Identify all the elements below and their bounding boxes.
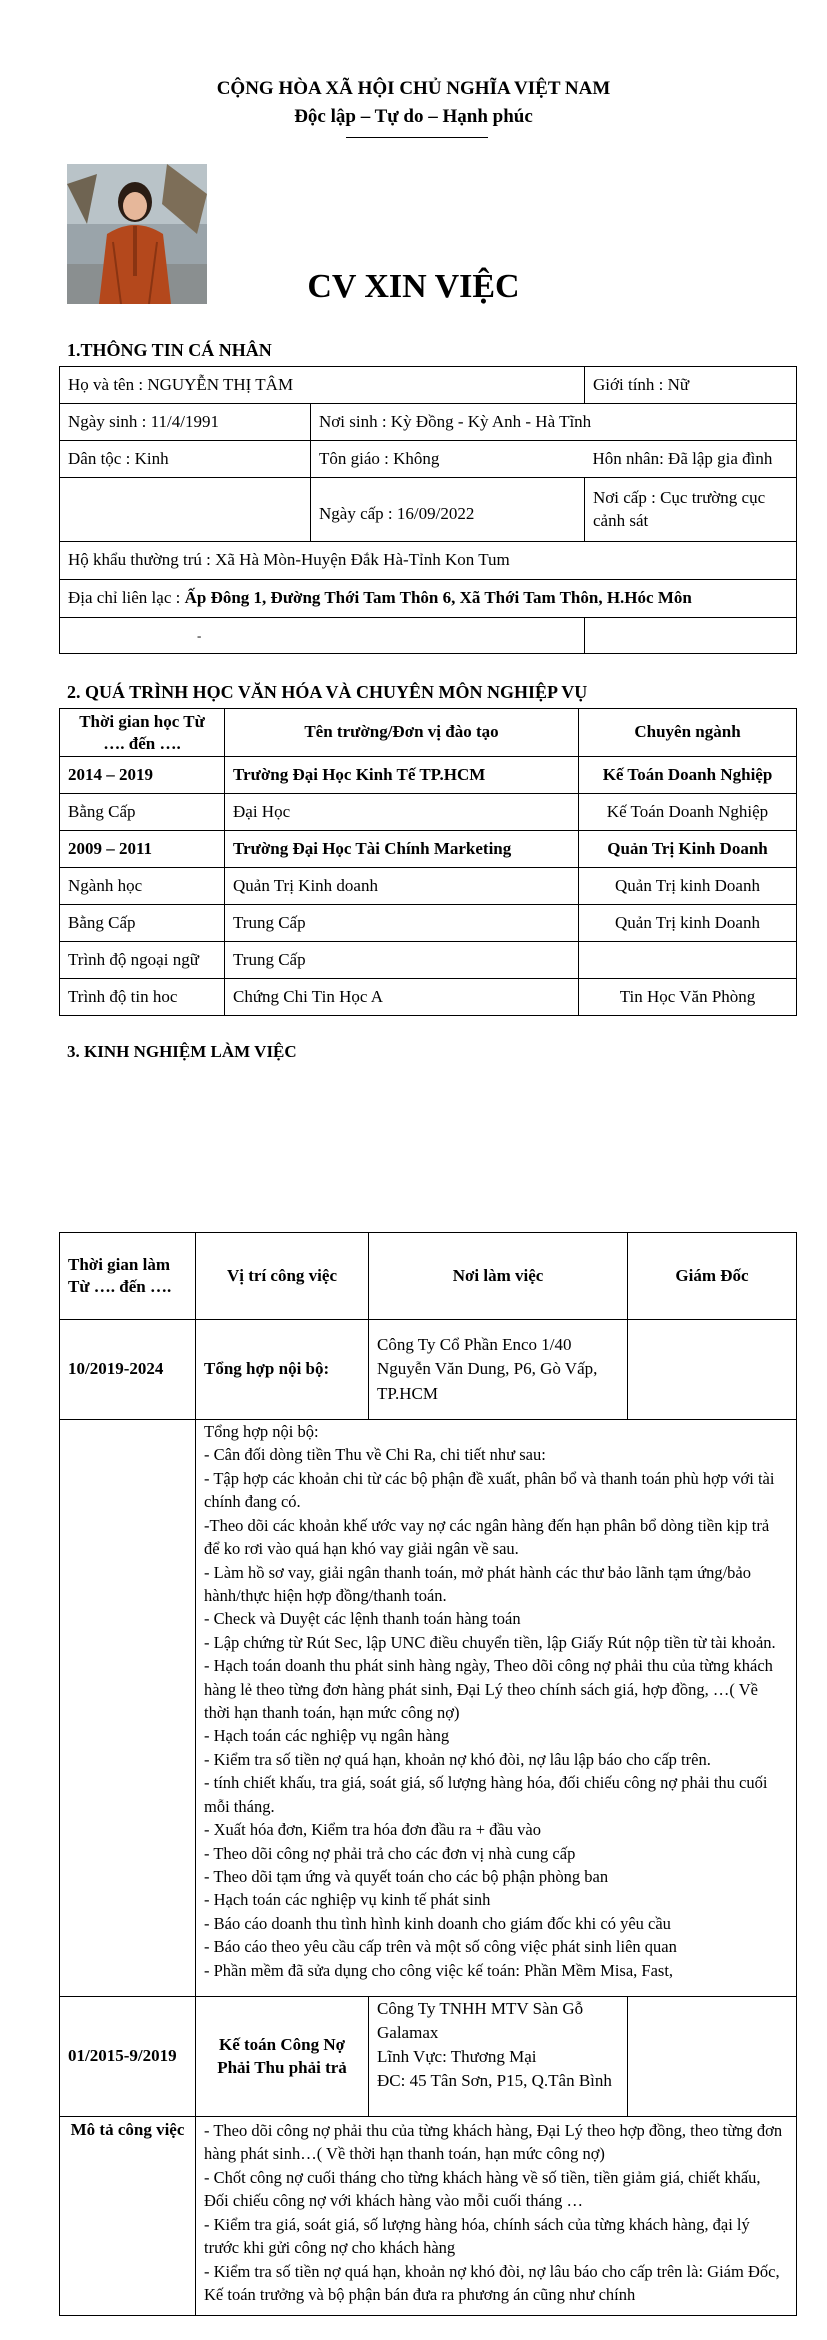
job2-place-line: Công Ty TNHH MTV Sàn Gỗ Galamax [377,1999,584,2043]
edu-row-2-school: Đại Học [225,794,579,831]
motto-underline [346,137,488,138]
edu-row-7-period: Trình độ tin hoc [60,979,225,1016]
job1-director [628,1320,797,1420]
permanent-address-cell: Hộ khẩu thường trú : Xã Hà Mòn-Huyện Đắk Hà-Tỉnh Kon Tum [60,542,797,580]
gender-cell: Giới tính : Nữ [585,367,797,404]
issue-place-cell: Nơi cấp : Cục trường cục cảnh sát [585,478,797,542]
job1-duty: - Phần mềm đã sửa dụng cho công việc kế toán: Phần Mềm Misa, Fast, [204,1960,674,1980]
edu-row-6-school: Trung Cấp [225,942,579,979]
section2-title: 2. QUÁ TRÌNH HỌC VĂN HÓA VÀ CHUYÊN MÔN NGHIỆP VỤ [67,682,588,702]
birthplace-cell: Nơi sinh : Kỳ Đồng - Kỳ Anh - Hà Tĩnh [311,404,797,441]
job1-duty: - Xuất hóa đơn, Kiểm tra hóa đơn đầu ra + đầu vào [204,1820,541,1840]
job1-place: Công Ty Cổ Phần Enco 1/40 Nguyễn Văn Dung, P6, Gò Vấp, TP.HCM [369,1320,628,1420]
contact-address-cell [60,580,797,618]
job1-duty: - Báo cáo theo yêu cầu cấp trên và một số công việc phát sinh liên quan [204,1937,677,1957]
contact-value: Ấp Đông 1, Đường Thới Tam Thôn 6, Xã Thới Tam Thôn, H.Hóc Môn [184,588,692,608]
section3-title: 3. KINH NGHIỆM LÀM VIỆC [67,1042,297,1061]
edu-row-5-school: Trung Cấp [225,905,579,942]
edu-row-3-school: Trường Đại Học Tài Chính Marketing [225,831,579,868]
job2-place-line: Lĩnh Vực: Thương Mại [377,2047,537,2067]
edu-row-3-period: 2009 – 2011 [60,831,225,868]
job2-duties [196,2117,797,2316]
edu-row-5-major: Quản Trị kinh Doanh [579,905,797,942]
edu-row-6-period: Trình độ ngoại ngữ [60,942,225,979]
job1-duty: - Theo dõi tạm ứng và quyết toán cho các bộ phận phòng ban [204,1867,609,1887]
edu-row-1-period: 2014 – 2019 [60,757,225,794]
job2-place [369,1997,628,2117]
job1-duty: - Hạch toán các nghiệp vụ ngân hàng [204,1726,450,1746]
ethnicity-cell: Dân tộc : Kinh [60,441,311,478]
job2-desc-label: Mô tả công việc [60,2117,196,2316]
job1-duty: - Hạch toán doanh thu phát sinh hàng ngày, Theo dõi công nợ phải thu của từng khách hàng lẻ theo từng đơn hàng phát sinh, Đại Lý theo chính sách giá, hợp đồng, …( Về thời hạn thanh toán, hạn mức công nợ) [204,1656,773,1723]
job1-duty: - Lập chứng từ Rút Sec, lập UNC điều chuyển tiền, lập Giấy Rút nộp tiền từ tài khoản. [204,1632,776,1652]
edu-header-school: Tên trường/Đơn vị đào tạo [225,709,579,757]
empty-cell [60,618,585,654]
edu-header-period: Thời gian học Từ …. đến …. [60,709,225,757]
edu-row-7-school: Chứng Chi Tin Học A [225,979,579,1016]
job1-duty: - Hạch toán các nghiệp vụ kinh tế phát sinh [204,1890,491,1910]
exp-header-position: Vị trí công việc [196,1233,369,1320]
motto-heading: Độc lập – Tự do – Hạnh phúc [294,106,533,127]
job1-duty: - Báo cáo doanh thu tình hình kinh doanh cho giám đốc khi có yêu cầu [204,1913,671,1933]
edu-row-4-school: Quản Trị Kinh doanh [225,868,579,905]
edu-row-3-major: Quản Trị Kinh Doanh [579,831,797,868]
job1-position: Tổng hợp nội bộ: [196,1320,369,1420]
edu-row-2-period: Bằng Cấp [60,794,225,831]
job1-blank-cell [60,1420,196,1997]
job1-duty: -Theo dõi các khoản khế ước vay nợ các ngân hàng đến hạn phân bổ dòng tiền kịp trả để ko rơi vào quá hạn khó vay giải ngân về sau. [204,1515,770,1559]
edu-row-4-major: Quản Trị kinh Doanh [579,868,797,905]
job1-duty: - tính chiết khấu, tra giá, soát giá, số lượng hàng hóa, đối chiếu công nợ phải thu cuối mỗi tháng. [204,1773,768,1816]
nation-heading: CỘNG HÒA XÃ HỘI CHỦ NGHĨA VIỆT NAM [216,78,611,99]
job1-duty: - Cân đối dòng tiền Thu về Chi Ra, chi tiết như sau: [204,1445,546,1465]
exp-header-place: Nơi làm việc [369,1233,628,1320]
section1-title: 1.THÔNG TIN CÁ NHÂN [67,340,272,360]
job1-duty: - Theo dõi công nợ phải trả cho các đơn vị nhà cung cấp [204,1843,576,1863]
job2-place-line: ĐC: 45 Tân Sơn, P15, Q.Tân Bình [377,2071,612,2091]
job2-duty: - Theo dõi công nợ phải thu của từng khách hàng, Đại Lý theo hợp đồng, theo từng đơn hàng phát sinh…( Về thời hạn thanh toán, hạn mức công nợ) [204,2121,783,2164]
exp-header-period: Thời gian làm Từ …. đến …. [60,1233,196,1320]
job1-duties [196,1420,797,1997]
issue-date-cell: Ngày cấp : 16/09/2022 [311,478,585,542]
edu-row-6-major [579,942,797,979]
job2-period: 01/2015-9/2019 [60,1997,196,2117]
experience-table [59,1232,797,2316]
job1-duty: - Check và Duyệt các lệnh thanh toán hàng toán [204,1609,521,1629]
id-number-cell [60,478,311,542]
cv-title: CV XIN VIỆC [307,268,520,305]
edu-row-1-major: Kế Toán Doanh Nghiệp [579,757,797,794]
name-cell: Họ và tên : NGUYỄN THỊ TÂM [60,367,585,404]
job2-duty: - Kiểm tra giá, soát giá, số lượng hàng hóa, chính sách của từng khách hàng, đại lý trước khi gửi công nợ cho khách hàng [204,2214,750,2258]
edu-row-4-period: Ngành học [60,868,225,905]
job1-duty: Tổng hợp nội bộ: [204,1422,319,1441]
edu-row-5-period: Bằng Cấp [60,905,225,942]
job2-duty: - Kiểm tra số tiền nợ quá hạn, khoản nợ khó đòi, nợ lâu báo cho cấp trên là: Giám Đốc, Kế toán trưởng và bộ phận bán đưa ra phương án cũng như chính [204,2261,780,2304]
edu-header-major: Chuyên ngành [579,709,797,757]
job1-duty: - Tập hợp các khoản chi từ các bộ phận đề xuất, phân bổ và thanh toán phù hợp với tài chính đang có. [204,1468,775,1512]
exp-header-director: Giám Đốc [628,1233,797,1320]
marital-cell: Hôn nhân: Đã lập gia đình [585,441,797,478]
edu-row-1-school: Trường Đại Học Kinh Tế TP.HCM [225,757,579,794]
job1-duty: - Kiểm tra số tiền nợ quá hạn, khoản nợ khó đòi, nợ lâu lập báo cho cấp trên. [204,1749,711,1769]
religion-cell: Tôn giáo : Không [311,441,585,478]
edu-row-7-major: Tin Học Văn Phòng [579,979,797,1016]
personal-info-table [59,366,797,654]
dash-mark: - [197,628,202,644]
job1-period: 10/2019-2024 [60,1320,196,1420]
contact-label: Địa chỉ liên lạc : [68,588,185,608]
empty-cell-right [585,618,797,654]
job1-duty: - Làm hồ sơ vay, giải ngân thanh toán, mở phát hành các thư bảo lãnh tạm ứng/bảo hành/thực hiện hợp đồng/thanh toán. [204,1562,751,1605]
education-table [59,708,797,1016]
job2-director [628,1997,797,2117]
job2-duty: - Chốt công nợ cuối tháng cho từng khách hàng về số tiền, tiền giảm giá, chiết khấu, Đối chiếu công nợ với khách hàng vào mỗi cuối tháng … [204,2167,761,2211]
dob-cell: Ngày sinh : 11/4/1991 [60,404,311,441]
edu-row-2-major: Kế Toán Doanh Nghiệp [579,794,797,831]
job2-position: Kế toán Công Nợ Phải Thu phải trả [196,1997,369,2117]
